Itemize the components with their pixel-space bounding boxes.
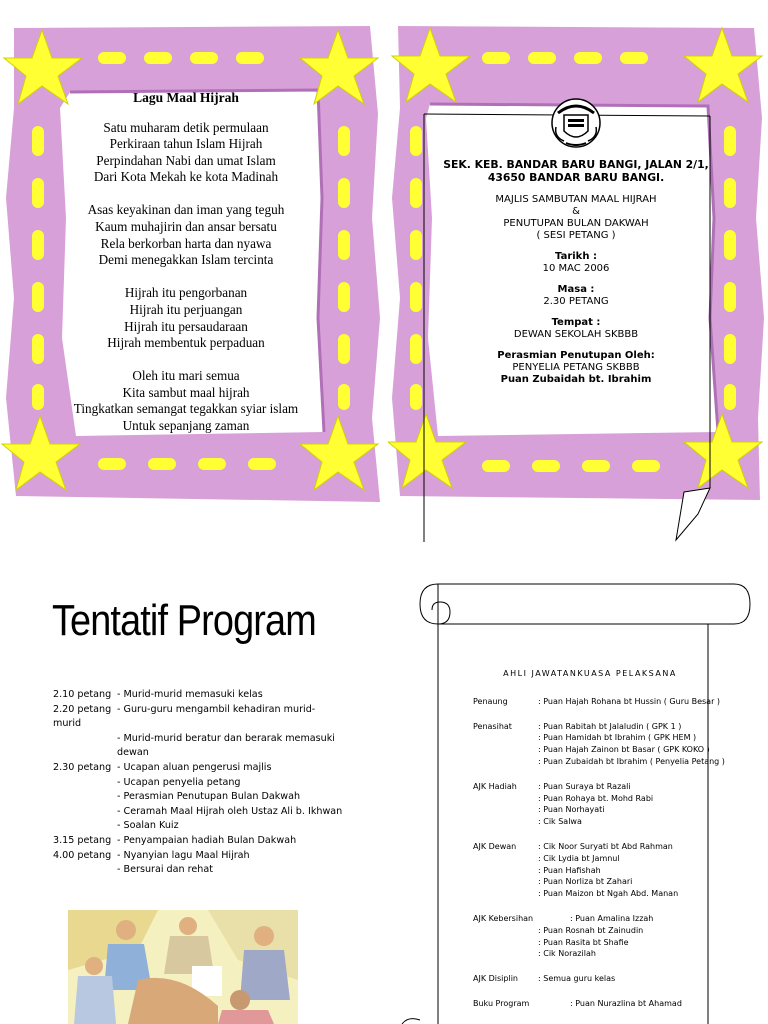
school-line: SEK. KEB. BANDAR BARU BANGI, JALAN 2/1, (443, 158, 709, 171)
schedule-row (53, 849, 343, 864)
committee-member: : Semua guru kelas (538, 974, 616, 984)
poem-line: Tingkatkan semangat tegakkan syiar islam (73, 401, 299, 417)
schedule-text: - Murid-murid beratur dan berarak memasuki dewan (117, 732, 335, 759)
schedule-row (53, 776, 343, 791)
event-line: MAJLIS SAMBUTAN MAAL HIJRAH (495, 194, 657, 205)
committee-member: : Puan Nurazlina bt Ahamad (570, 998, 682, 1008)
school-crest-icon (550, 97, 602, 149)
poem-line: Satu muharam detik permulaan (103, 119, 269, 135)
poem-line: Hijrah membentuk perpaduan (107, 335, 265, 351)
schedule-time: 2.20 petang (53, 703, 112, 715)
committee-member: : Puan Rohaya bt. Mohd Rabi (538, 793, 654, 803)
committee-group (440, 696, 730, 708)
time-label: Masa : (557, 284, 595, 295)
poem-stanza (60, 368, 312, 434)
committee-member: : Puan Hafishah (538, 865, 601, 875)
schedule-text: - Bersurai dan rehat (117, 864, 214, 876)
committee-member: : Puan Maizon bt Ngah Abd. Manan (538, 889, 679, 899)
committee-role: AJK Kebersihan (473, 913, 534, 923)
schedule-text: - Ceramah Maal Hijrah oleh Ustaz Ali b. Ikhwan (117, 805, 343, 817)
poem-line: Perpindahan Nabi dan umat Islam (96, 152, 276, 168)
committee-member: : Puan Amalina Izzah (570, 913, 654, 923)
committee-member: : Puan Zubaidah bt Ibrahim ( Penyelia Petang ) (538, 756, 725, 766)
committee-member: : Puan Rasita bt Shafie (538, 937, 629, 947)
committee-member: : Puan Hajah Zainon bt Basar ( GPK KOKO ) (538, 745, 710, 755)
committee-role: Buku Program (473, 998, 530, 1008)
committee-member: : Cik Lydia bt Jamnul (538, 853, 620, 863)
poem-line: Asas keyakinan dan iman yang teguh (87, 202, 285, 218)
poem-line: Demi menegakkan Islam tercinta (98, 252, 274, 268)
poem-line: Perkiraan tahun Islam Hijrah (109, 136, 263, 152)
poem-line: Hijrah itu persaudaraan (124, 318, 248, 334)
poem-title: Lagu Maal Hijrah (133, 90, 239, 105)
schedule-row (53, 790, 343, 805)
schedule-text: - Ucapan aluan pengerusi majlis (117, 761, 272, 773)
schedule-row (53, 761, 343, 776)
opening-label: Perasmian Penutupan Oleh: (497, 350, 655, 361)
committee-member: : Cik Noor Suryati bt Abd Rahman (538, 841, 673, 851)
committee-member: : Cik Salwa (538, 817, 582, 827)
committee-member: : Puan Rosnah bt Zainudin (538, 925, 644, 935)
schedule-text: - Ucapan penyelia petang (117, 776, 241, 788)
tentative-schedule (53, 688, 343, 878)
committee-member: : Puan Norliza bt Zahari (538, 877, 633, 887)
time-value: 2.30 PETANG (543, 296, 609, 307)
event-ampersand: & (572, 206, 580, 217)
poem-stanza (60, 285, 312, 351)
poem-line: Oleh itu mari semua (132, 368, 240, 384)
committee-heading: AHLI JAWATANKUASA PELAKSANA (503, 669, 677, 678)
date-label: Tarikh : (555, 251, 597, 262)
poem-line: Rela berkorban harta dan nyawa (100, 235, 272, 251)
committee-group (440, 973, 730, 985)
committee-member: : Puan Norhayati (538, 805, 605, 815)
event-session: ( SESI PETANG ) (536, 230, 616, 241)
schedule-time: 3.15 petang (53, 834, 112, 846)
schedule-text: - Penyampaian hadiah Bulan Dakwah (117, 834, 297, 846)
poem-line: Dari Kota Mekah ke kota Madinah (93, 169, 279, 185)
schedule-time: 4.00 petang (53, 849, 112, 861)
poem-lagu-maal-hijrah (60, 90, 312, 451)
schedule-text: - Murid-murid memasuki kelas (117, 689, 263, 700)
schedule-text: - Nyanyian lagu Maal Hijrah (117, 849, 250, 861)
invitation-card (438, 158, 714, 386)
school-line: 43650 BANDAR BARU BANGI. (487, 171, 665, 184)
committee-role: AJK Disiplin (473, 974, 518, 984)
place-label: Tempat : (551, 317, 601, 328)
clipart-students-image (68, 910, 298, 1024)
committee-member: : Puan Rabitah bt Jalaludin ( GPK 1 ) (538, 721, 682, 731)
schedule-row (53, 703, 343, 732)
schedule-time: 2.30 petang (53, 761, 112, 773)
committee-member: : Cik Norazilah (538, 949, 596, 959)
poem-line: Kita sambut maal hijrah (122, 384, 250, 400)
committee-role: Penasihat (473, 721, 512, 731)
schedule-row (53, 732, 343, 761)
schedule-row (53, 863, 343, 878)
schedule-row (53, 805, 343, 820)
poem-line: Hijrah itu pengorbanan (124, 285, 248, 301)
opening-name: Puan Zubaidah bt. Ibrahim (500, 374, 652, 385)
opening-role: PENYELIA PETANG SKBBB (512, 362, 640, 373)
poem-stanza (60, 202, 312, 268)
schedule-row (53, 834, 343, 849)
committee-member: : Puan Hajah Rohana bt Hussin ( Guru Besar ) (538, 696, 721, 706)
committee-group (440, 841, 730, 900)
schedule-time: 2.10 petang (53, 689, 112, 700)
schedule-text: - Perasmian Penutupan Bulan Dakwah (117, 791, 301, 803)
committee-member: : Puan Hamidah bt Ibrahim ( GPK HEM ) (538, 733, 697, 743)
poem-line: Untuk sepanjang zaman (122, 418, 250, 433)
place-value: DEWAN SEKOLAH SKBBB (513, 329, 639, 340)
committee-role: Penaung (473, 696, 508, 706)
committee-group (440, 913, 730, 960)
date-value: 10 MAC 2006 (542, 263, 610, 274)
poem-line: Hijrah itu perjuangan (129, 301, 243, 317)
committee-list (440, 668, 730, 1023)
schedule-row (53, 688, 343, 703)
poem-stanza (60, 120, 312, 186)
committee-role: AJK Hadiah (473, 781, 517, 791)
committee-group (440, 998, 730, 1010)
schedule-text: - Soalan Kuiz (117, 820, 179, 832)
tentative-title: Tentatif Program (52, 596, 316, 645)
school-address (438, 158, 714, 184)
committee-member: : Puan Suraya bt Razali (538, 781, 631, 791)
committee-group (440, 721, 730, 768)
committee-role: AJK Dewan (473, 841, 517, 851)
schedule-text: - Guru-guru mengambil kehadiran murid-murid (53, 703, 316, 730)
poem-line: Kaum muhajirin dan ansar bersatu (95, 219, 277, 235)
schedule-row (53, 819, 343, 834)
event-line: PENUTUPAN BULAN DAKWAH (503, 218, 649, 229)
committee-group (440, 781, 730, 828)
